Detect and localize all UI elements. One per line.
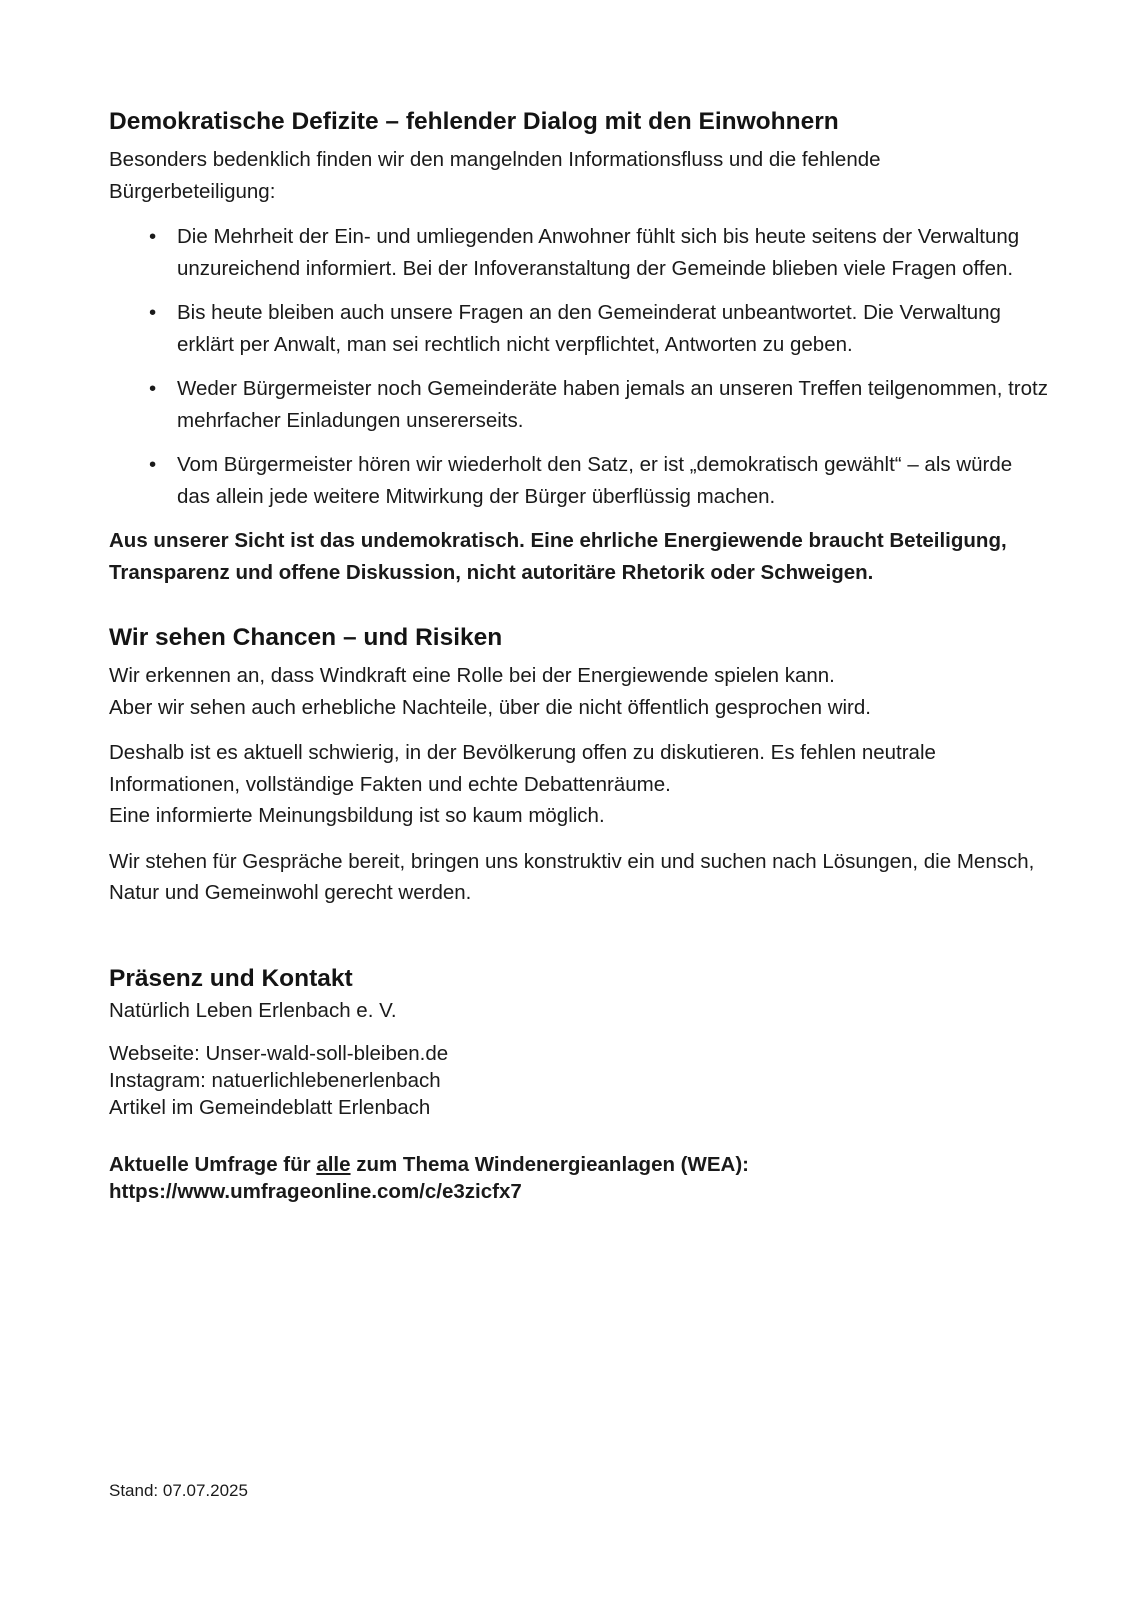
list-item-text: Weder Bürgermeister noch Gemeinderäte haben jemals an unseren Treffen teilgenommen, trotz mehrfacher Einladungen unsererseits. [177,377,1048,432]
website-link[interactable]: Unser-wald-soll-bleiben.de [205,1041,449,1065]
chances-paragraph-1 [109,660,1049,723]
footer-date: Stand: 07.07.2025 [109,1481,248,1500]
list-item [149,449,1049,512]
section-contact-heading: Präsenz und Kontakt [109,964,353,992]
section-contact [109,963,1049,1205]
section-chances-heading: Wir sehen Chancen – und Risiken [109,624,503,651]
section-democracy-intro: Besonders bedenklich finden wir den mangelnden Informationsfluss und die fehlende Bürgerbeteiligung: [109,148,881,203]
article-reference: Artikel im Gemeindeblatt Erlenbach [109,1095,431,1119]
chances-paragraph-1-line-1: Wir erkennen an, dass Windkraft eine Rolle bei der Energiewende spielen kann. [109,664,835,687]
bullet-icon: • [149,377,157,400]
section-democracy-heading: Demokratische Defizite – fehlender Dialog mit den Einwohnern [109,108,839,135]
bullet-icon: • [149,453,157,476]
survey-link[interactable]: https://www.umfrageonline.com/c/e3zicfx7 [109,1179,522,1203]
section-chances [109,622,1049,909]
survey-suffix: zum Thema Windenergieanlagen (WEA): [350,1152,749,1176]
chances-paragraph-3: Wir stehen für Gespräche bereit, bringen uns konstruktiv ein und suchen nach Lösungen, die Mensch, Natur und Gemeinwohl gerecht werden. [109,849,1035,904]
bullet-icon: • [149,301,157,324]
chances-paragraph-2-line-1: Deshalb ist es aktuell schwierig, in der Bevölkerung offen zu diskutieren. Es fehlen neutrale Informationen, vollständige Fakten und echte Debattenräume. [109,741,936,796]
survey-notice [109,1151,1049,1205]
chances-paragraph-1-line-2: Aber wir sehen auch erhebliche Nachteile, über die nicht öffentlich gesprochen wird. [109,695,871,719]
document-page [109,106,1049,1205]
democracy-conclusion: Aus unserer Sicht ist das undemokratisch. Eine ehrliche Energiewende braucht Beteiligung, Transparenz und offene Diskussion, nicht autoritäre Rhetorik oder Schweigen. [109,529,1007,584]
list-item [149,297,1049,360]
survey-underlined-word: alle [316,1152,351,1176]
chances-paragraph-2-line-2: Eine informierte Meinungsbildung ist so kaum möglich. [109,804,605,827]
instagram-label: Instagram: [109,1068,212,1092]
list-item [149,373,1049,436]
organization-name: Natürlich Leben Erlenbach e. V. [109,998,397,1022]
instagram-handle[interactable]: natuerlichlebenerlenbach [211,1068,441,1092]
list-item [149,221,1049,284]
contact-lines [109,1040,1049,1121]
democracy-bullet-list [109,221,1049,512]
bullet-icon: • [149,225,157,248]
list-item-text: Bis heute bleiben auch unsere Fragen an den Gemeinderat unbeantwortet. Die Verwaltung erklärt per Anwalt, man sei rechtlich nicht verpflichtet, Antworten zu geben. [177,301,1001,356]
chances-paragraph-2 [109,737,1049,832]
list-item-text: Vom Bürgermeister hören wir wiederholt den Satz, er ist „demokratisch gewählt“ – als würde das allein jede weitere Mitwirkung der Bürger überflüssig machen. [177,453,1013,508]
website-label: Webseite: [109,1041,206,1065]
survey-prefix: Aktuelle Umfrage für [109,1152,317,1176]
list-item-text: Die Mehrheit der Ein- und umliegenden Anwohner fühlt sich bis heute seitens der Verwaltung unzureichend informiert. Bei der Infoveranstaltung der Gemeinde blieben viele Fragen offen. [177,225,1020,280]
section-democracy [109,106,1049,588]
